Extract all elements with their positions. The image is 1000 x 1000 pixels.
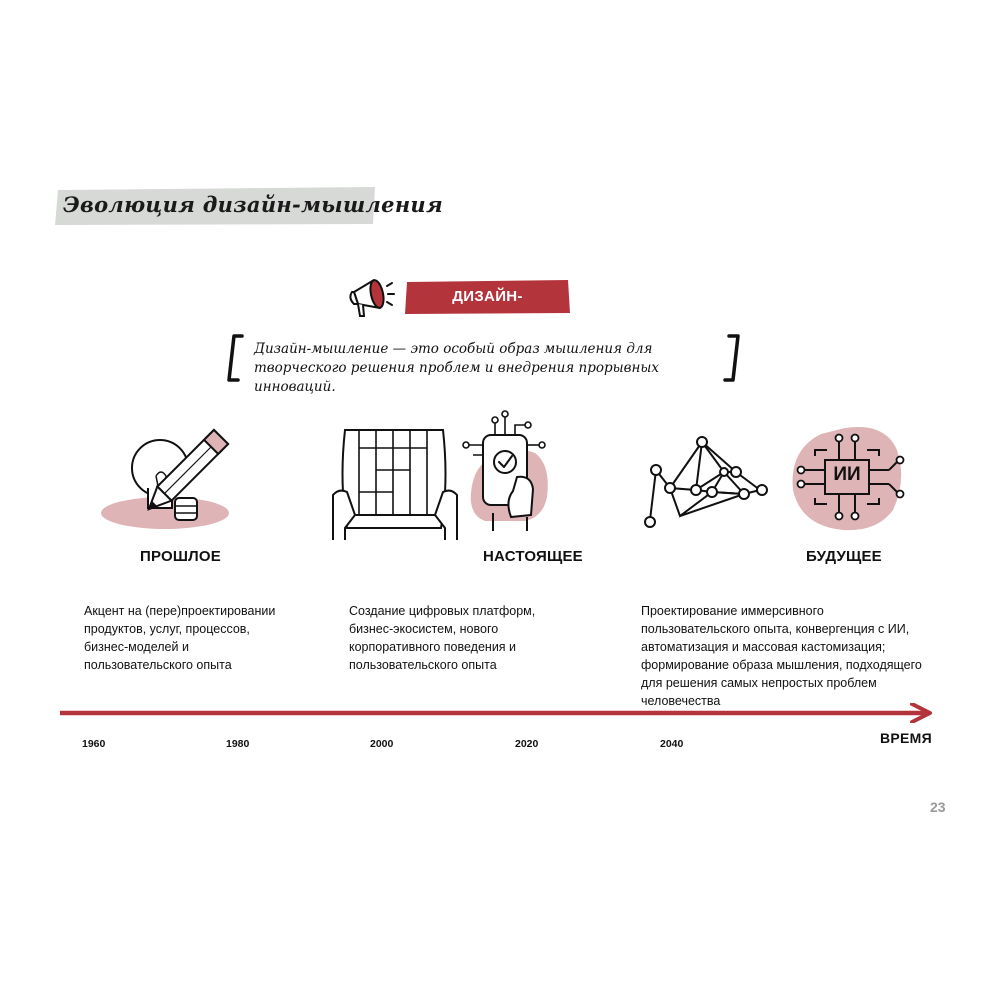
badge-label: ДИЗАЙН-МЫШЛЕНИЕ (439, 288, 536, 339)
year-label: 1980 (226, 738, 250, 750)
page-number: 23 (930, 799, 946, 815)
lightbulb-pencil-icon (100, 418, 240, 548)
era-label-present: НАСТОЯЩЕЕ (483, 548, 583, 565)
era-label-future: БУДУЩЕЕ (806, 548, 882, 565)
year-label: 1960 (82, 738, 106, 750)
era-description-present: Создание цифровых платформ, бизнес-экосистем, нового корпоративного поведения и пользовательского опыта (349, 604, 536, 672)
network-icon (640, 430, 780, 560)
ai-chip-label: ИИ (833, 464, 861, 485)
page-title: Эволюция дизайн-мышления (63, 192, 444, 217)
title-banner (55, 186, 444, 226)
era-description-past: Акцент на (пере)проектировании продуктов, услуг, процессов, бизнес-моделей и пользовательского опыта (84, 604, 276, 672)
definition-text: Дизайн-мышление — это особый образ мышления для творческого решения проблем и внедрения прорывных инноваций. (254, 341, 659, 395)
smartphone-check-icon (455, 405, 595, 535)
year-label: 2040 (660, 738, 684, 750)
ai-chip-icon (785, 420, 925, 550)
timeline-arrow (60, 703, 938, 723)
right-bracket (722, 334, 742, 382)
era-label-past: ПРОШЛОЕ (140, 548, 221, 565)
era-description-future: Проектирование иммерсивного пользовательского опыта, конвергенция с ИИ, автоматизация и массовая кастомизация; формирование образа мышления, подходящего для решения самых непростых проблем человечества (641, 604, 922, 708)
megaphone-icon (346, 272, 396, 322)
year-label: 2020 (515, 738, 539, 750)
tablet-hands-icon (325, 420, 465, 550)
year-label: 2000 (370, 738, 394, 750)
topic-badge (405, 280, 570, 339)
left-bracket (225, 334, 245, 382)
time-axis-label: ВРЕМЯ (880, 730, 933, 746)
